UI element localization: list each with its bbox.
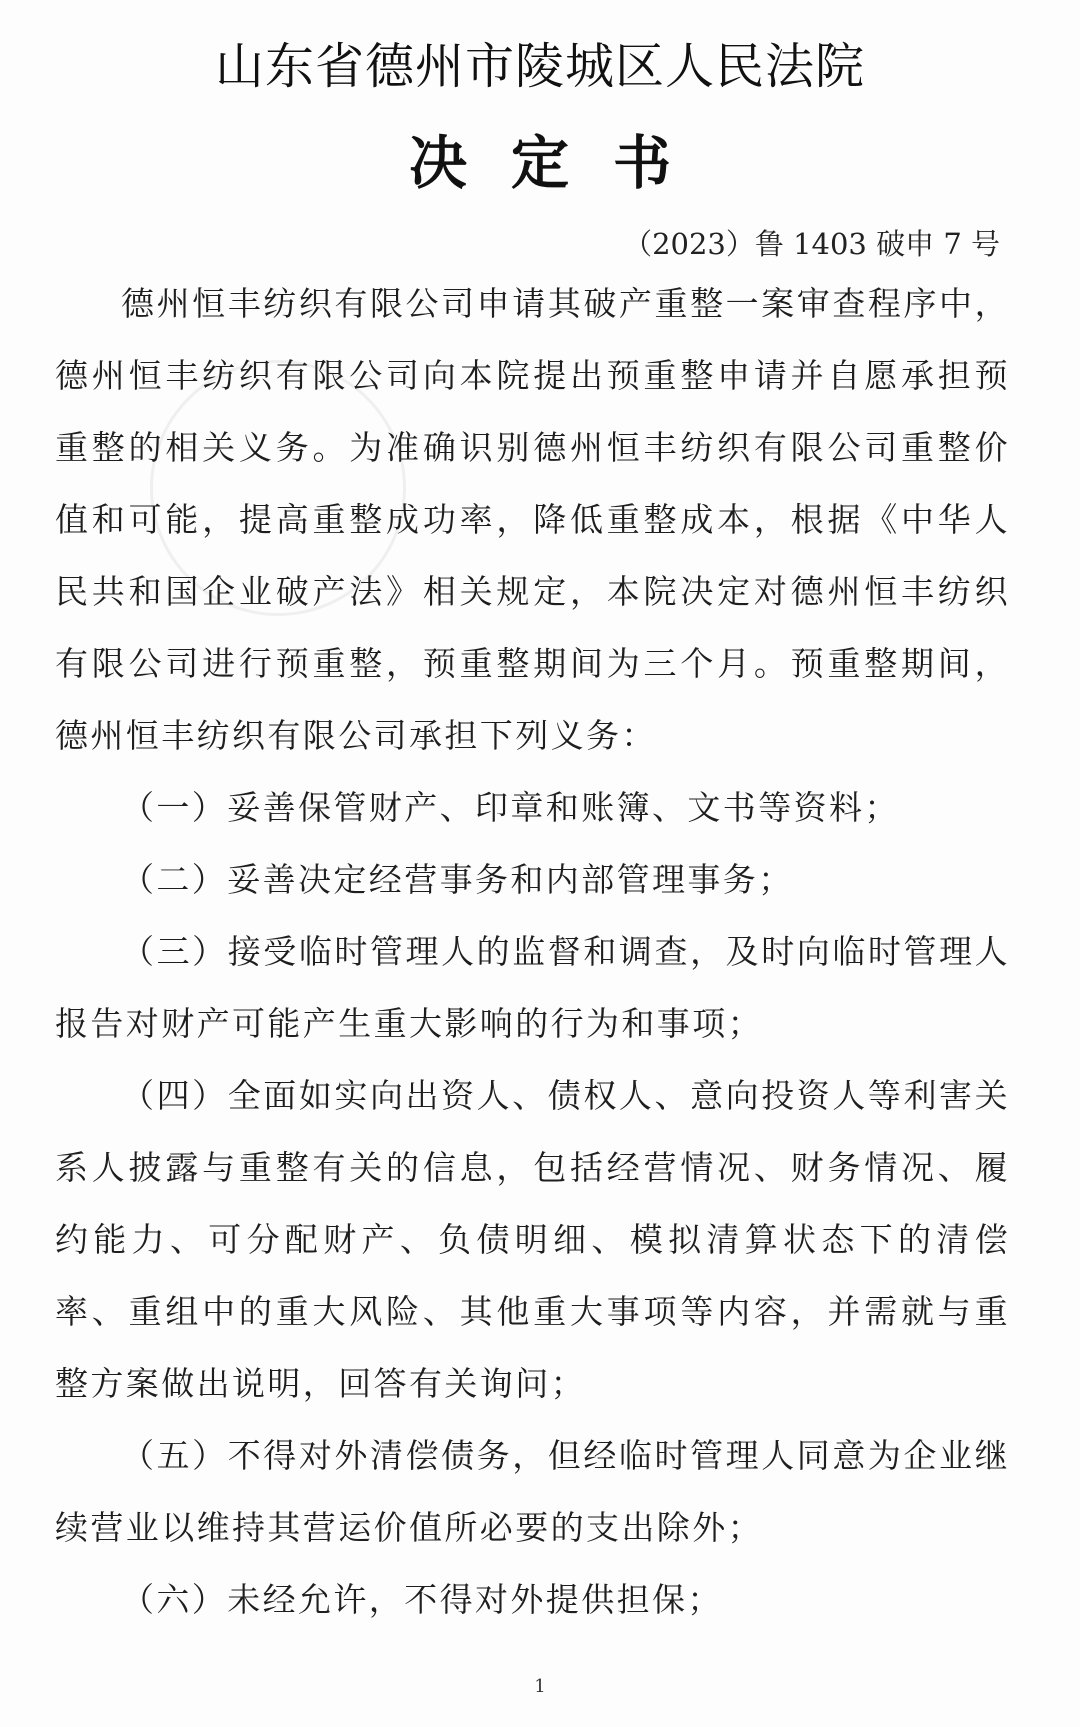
court-name: 山东省德州市陵城区人民法院 — [214, 38, 865, 95]
paragraph-item-5: （五）不得对外清偿债务，但经临时管理人同意为企业继续营业以维持其营运价值所必要的支出除外； — [55, 1436, 1010, 1547]
paragraph-item-1: （一）妥善保管财产、印章和账簿、文书等资料； — [121, 788, 900, 827]
paragraph-item-3: （三）接受临时管理人的监督和调查，及时向临时管理人报告对财产可能产生重大影响的行为和事项； — [55, 932, 1010, 1043]
paragraph-item-6: （六）未经允许，不得对外提供担保； — [121, 1580, 723, 1619]
paragraph-intro: 德州恒丰纺织有限公司申请其破产重整一案审查程序中，德州恒丰纺织有限公司向本院提出预重整申请并自愿承担预重整的相关义务。为准确识别德州恒丰纺织有限公司重整价值和可能，提高重整成功率，降低重整成本，根据《中华人民共和国企业破产法》相关规定，本院决定对德州恒丰纺织有限公司进行预重整，预重整期间为三个月。预重整期间，德州恒丰纺织有限公司承担下列义务： — [55, 284, 1010, 755]
document-title: 决定书 — [408, 129, 715, 197]
paragraph-item-2: （二）妥善决定经营事务和内部管理事务； — [121, 860, 794, 899]
document-body — [55, 268, 1010, 1636]
paragraph-item-4: （四）全面如实向出资人、债权人、意向投资人等利害关系人披露与重整有关的信息，包括经营情况、财务情况、履约能力、可分配财产、负债明细、模拟清算状态下的清偿率、重组中的重大风险、其他重大事项等内容，并需就与重整方案做出说明，回答有关询问； — [55, 1076, 1010, 1403]
page-number: 1 — [534, 1676, 546, 1697]
case-number: （2023）鲁 1403 破申 7 号 — [623, 227, 1000, 261]
